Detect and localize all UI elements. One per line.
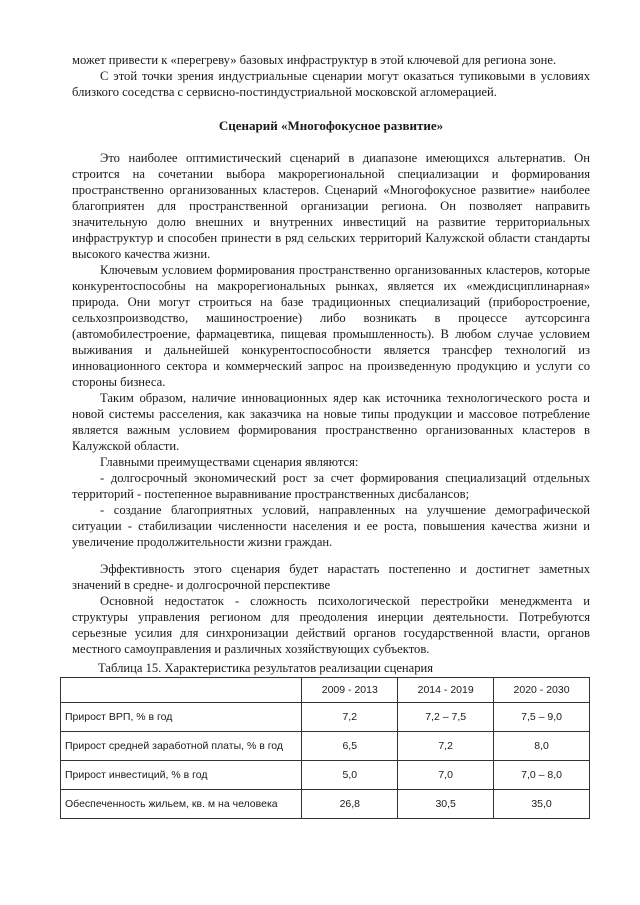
table-cell: 6,5	[302, 732, 398, 761]
table-cell: 8,0	[494, 732, 590, 761]
table-header-period: 2014 - 2019	[398, 678, 494, 703]
table-cell: 26,8	[302, 790, 398, 819]
table-cell: 7,2 – 7,5	[398, 703, 494, 732]
paragraph-optimistic: Это наиболее оптимистический сценарий в диапазоне имеющихся альтернатив. Он строится на сочетании выбора макрорегиональной специализации и формирования пространственно организованных кластеров. Сценарий «Многофокусное развитие» наиболее благоприятен для пространственной организации региона. Он позволяет направить значительную долю внешних и внутренних инвестиций на развитие территориальных инфраструктур и способен принести в ряд сельских территорий Калужской области стандарты высокого качества жизни.	[72, 151, 590, 261]
paragraph-efficiency: Эффективность этого сценария будет нарастать постепенно и достигнет заметных значений в средне- и долгосрочной перспективе	[72, 562, 590, 592]
section-title: Сценарий «Многофокусное развитие»	[218, 118, 444, 133]
table-row	[61, 703, 590, 732]
advantage-item-demography: - создание благоприятных условий, направленных на улучшение демографической ситуации - стабилизации численности населения и ее роста, повышения качества жизни и увеличение продолжительности жизни граждан.	[72, 503, 590, 549]
table-header-empty	[61, 678, 302, 703]
table-row-label: Прирост инвестиций, % в год	[61, 761, 302, 790]
table-cell: 7,0 – 8,0	[494, 761, 590, 790]
paragraph-industrial-scenarios: С этой точки зрения индустриальные сценарии могут оказаться тупиковыми в условиях близкого соседства с сервисно-постиндустриальной московской агломерацией.	[72, 69, 590, 99]
table-row	[61, 761, 590, 790]
table-row-label: Прирост средней заработной платы, % в год	[61, 732, 302, 761]
table-row-label: Прирост ВРП, % в год	[61, 703, 302, 732]
table-row	[61, 790, 590, 819]
table-cell: 30,5	[398, 790, 494, 819]
paragraph-thus: Таким образом, наличие инновационных ядер как источника технологического роста и новой системы расселения, как заказчика на новые типы продукции и массовое потребление является важным условием формирования пространственно организованных кластеров в Калужской области.	[72, 391, 590, 453]
table-cell: 7,2	[398, 732, 494, 761]
table-header-period: 2009 - 2013	[302, 678, 398, 703]
paragraph-key-condition: Ключевым условием формирования пространственно организованных кластеров, которые конкурентоспособны на макрорегиональных рынках, является их «междисциплинарная» природа. Они могут строиться на базе традиционных специализаций (приборостроение, сельхозпроизводство, машиностроение) либо возникать в процессе аутсорсинга (автомобилестроение, фармацевтика, пищевая промышленность). В любом случае условием выживания и дальнейшей конкурентоспособности является трансфер технологий из инновационного сектора и коммерческий запрос на произведенную продукцию и услуги со стороны бизнеса.	[72, 263, 590, 389]
table-row	[61, 732, 590, 761]
table-cell: 5,0	[302, 761, 398, 790]
table-header-period: 2020 - 2030	[494, 678, 590, 703]
paragraph-advantages-intro: Главными преимуществами сценария являются:	[100, 455, 359, 469]
table-cell: 7,5 – 9,0	[494, 703, 590, 732]
results-table	[60, 677, 590, 819]
table-header-row	[61, 678, 590, 703]
paragraph-main-drawback: Основной недостаток - сложность психологической перестройки менеджмента и структуры управления регионом для преодоления инерции деятельности. Потребуются серьезные усилия для синхронизации действий органов государственной власти, органов местного самоуправления и различных хозяйствующих субъектов.	[72, 594, 590, 656]
paragraph-continuation: может привести к «перегреву» базовых инфраструктур в этой ключевой для региона зоне.	[72, 53, 557, 67]
page-content	[65, 52, 590, 819]
table-cell: 7,2	[302, 703, 398, 732]
table-row-label: Обеспеченность жильем, кв. м на человека	[61, 790, 302, 819]
advantage-item-growth: - долгосрочный экономический рост за счет формирования специализаций отдельных территорий - постепенное выравнивание пространственных дисбалансов;	[72, 471, 590, 501]
table-cell: 7,0	[398, 761, 494, 790]
table-caption: Таблица 15. Характеристика результатов реализации сценария	[98, 661, 434, 675]
table-cell: 35,0	[494, 790, 590, 819]
